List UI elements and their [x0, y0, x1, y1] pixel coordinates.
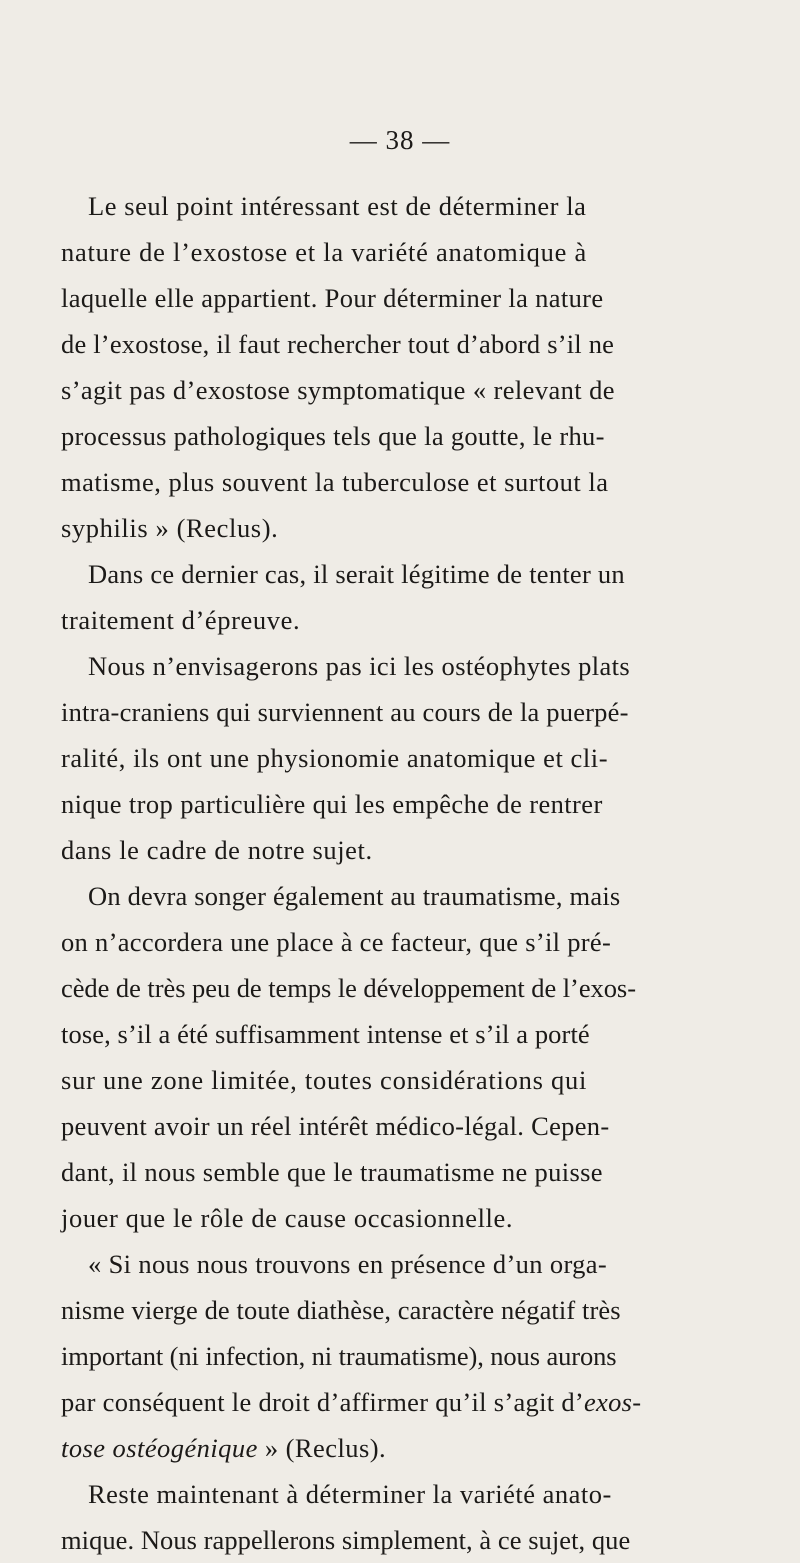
text-line: « Si nous nous trouvons en présence d’un orga- [88, 1249, 608, 1279]
text-line: laquelle elle appartient. Pour déterminer la nature [61, 283, 604, 313]
text-segment [258, 1433, 265, 1463]
text-line: Nous n’envisagerons pas ici les ostéophytes plats [88, 651, 631, 681]
italic-term: tose ostéogénique [61, 1433, 258, 1463]
text-line-with-italic [61, 1425, 386, 1471]
text-line: mique. Nous rappellerons simplement, à ce sujet, que [61, 1525, 631, 1555]
text-line: nature de l’exostose et la variété anatomique à [61, 237, 588, 267]
text-line: important (ni infection, ni traumatisme), nous aurons [61, 1341, 617, 1371]
text-line: s’agit pas d’exostose symptomatique « relevant de [61, 375, 615, 405]
text-line: dans le cadre de notre sujet. [61, 835, 373, 865]
text-line: processus pathologiques tels que la goutte, le rhu- [61, 421, 605, 451]
text-line: peuvent avoir un réel intérêt médico-légal. Cepen- [61, 1111, 610, 1141]
text-line-with-italic [61, 1379, 641, 1425]
text-line: Le seul point intéressant est de déterminer la [88, 191, 587, 221]
text-line: jouer que le rôle de cause occasionnelle. [61, 1203, 514, 1233]
text-line: cède de très peu de temps le développement de l’exos- [61, 973, 636, 1003]
text-line: intra-craniens qui surviennent au cours de la puerpé- [61, 697, 629, 727]
text-segment: par conséquent le droit d’affirmer qu’il s’agit d’ [61, 1387, 584, 1417]
text-line: sur une zone limitée, toutes considérations qui [61, 1065, 588, 1095]
text-line: traitement d’épreuve. [61, 605, 301, 635]
text-line: nisme vierge de toute diathèse, caractère négatif très [61, 1295, 621, 1325]
text-line: dant, il nous semble que le traumatisme ne puisse [61, 1157, 603, 1187]
text-line: Dans ce dernier cas, il serait légitime de tenter un [88, 559, 625, 589]
page-number: — 38 — [349, 125, 451, 155]
text-line: nique trop particulière qui les empêche de rentrer [61, 789, 603, 819]
text-line: syphilis » (Reclus). [61, 513, 279, 543]
text-line: Reste maintenant à déterminer la variété anato- [88, 1479, 612, 1509]
text-line: tose, s’il a été suffisamment intense et s’il a porté [61, 1019, 590, 1049]
text-line: matisme, plus souvent la tuberculose et surtout la [61, 467, 609, 497]
text-line: On devra songer également au traumatisme, mais [88, 881, 621, 911]
text-segment: » (Reclus). [264, 1433, 387, 1463]
text-line: on n’accordera une place à ce facteur, que s’il pré- [61, 927, 612, 957]
text-line: de l’exostose, il faut rechercher tout d’abord s’il ne [61, 329, 615, 359]
italic-term: exos- [584, 1387, 642, 1417]
text-line: ralité, ils ont une physionomie anatomique et cli- [61, 743, 609, 773]
